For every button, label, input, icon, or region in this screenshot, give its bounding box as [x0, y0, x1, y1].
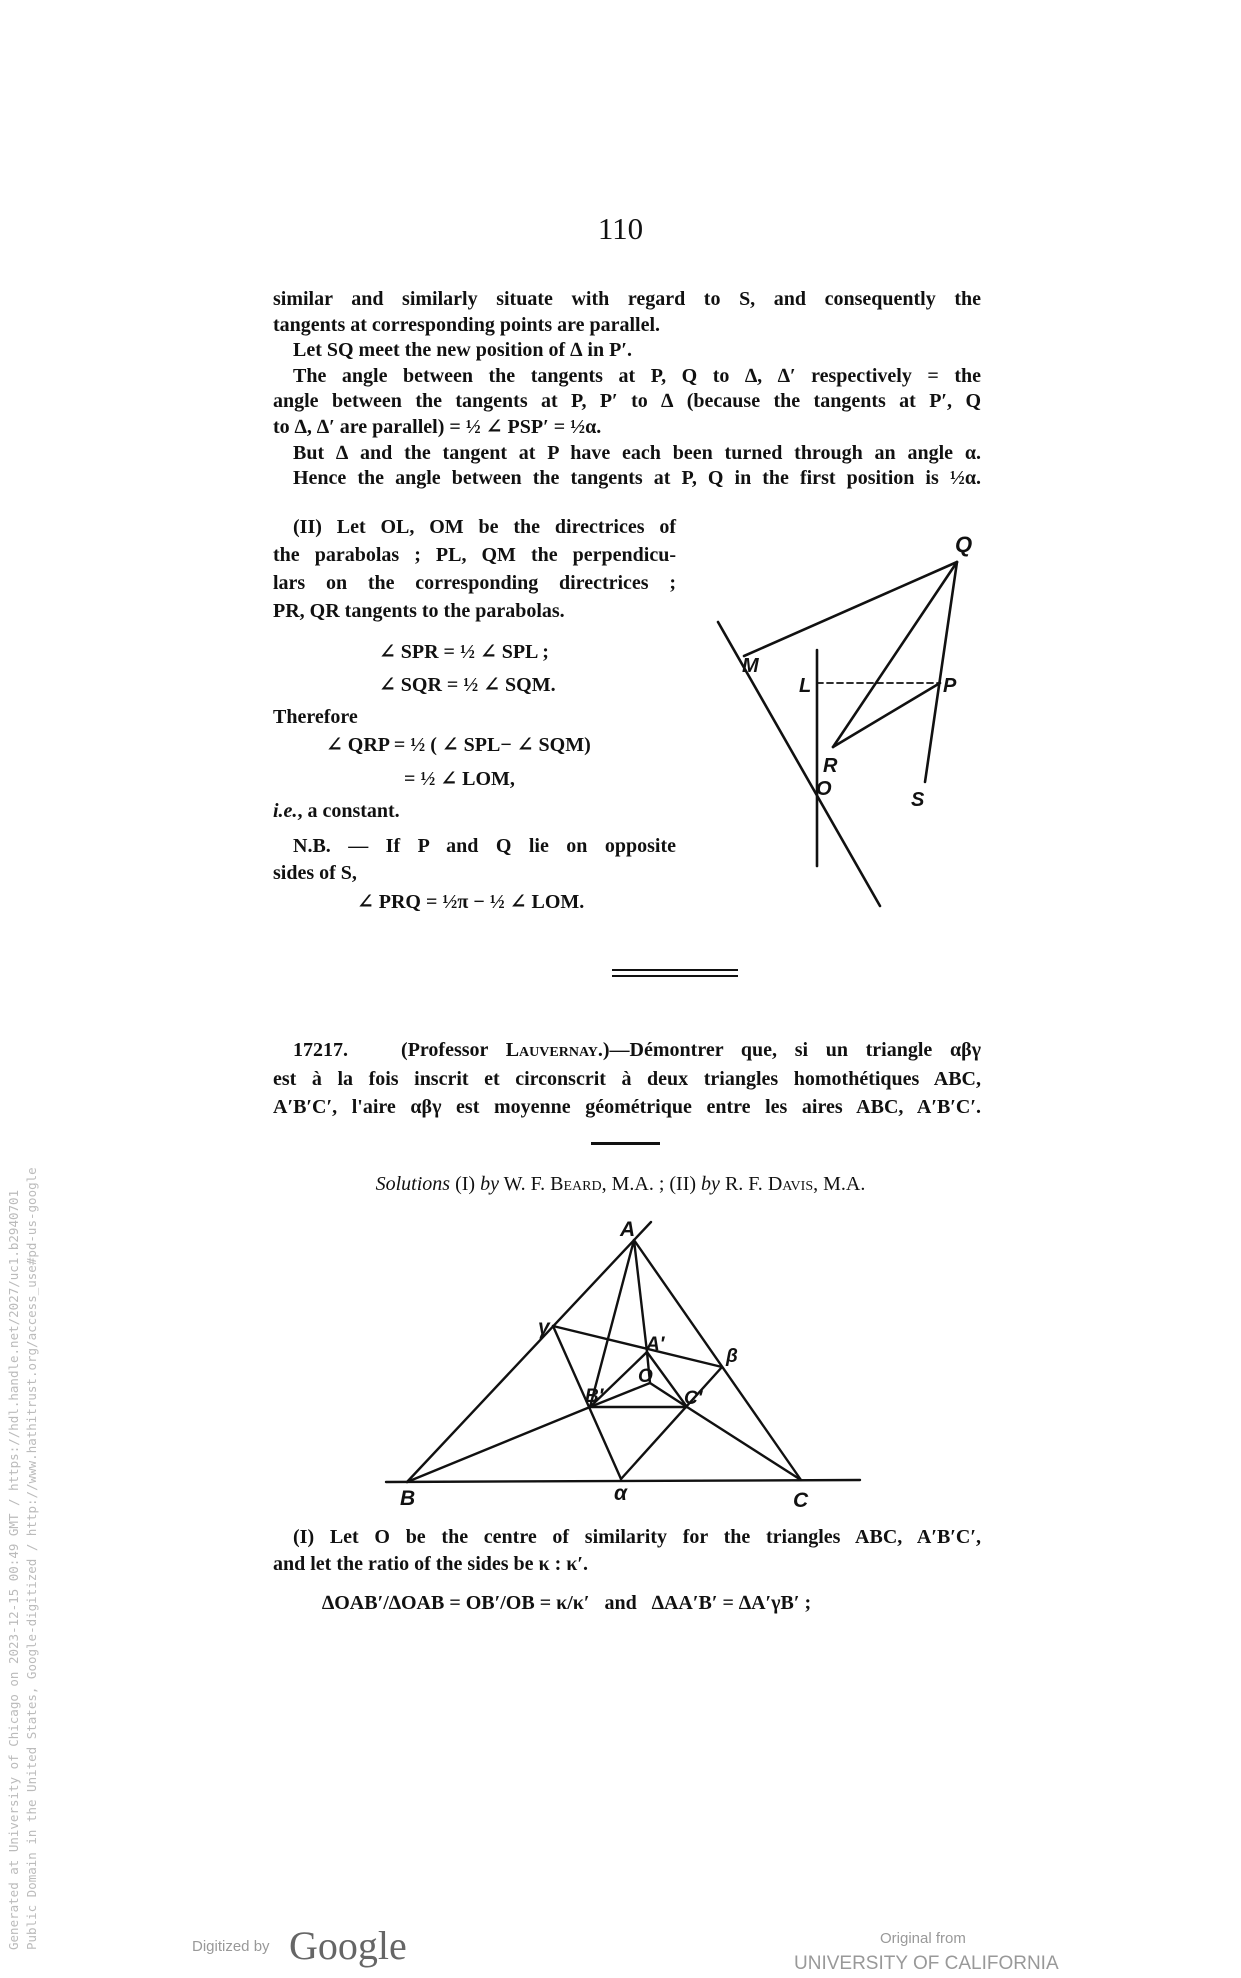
- digitized-by-label: Digitized by: [192, 1938, 270, 1955]
- text-line: (I) Let O be the centre of similarity for the triangles ABC, A′B′C′,: [293, 1526, 981, 1548]
- equation: ∠ PRQ = ½π − ½ ∠ LOM.: [357, 891, 585, 913]
- original-from-label: Original from: [880, 1930, 966, 1947]
- text: .)—Démontrer que, si un triangle αβγ: [597, 1039, 982, 1061]
- label-c: C: [793, 1489, 809, 1512]
- label-b: B: [400, 1487, 416, 1510]
- label-b-prime: B′: [585, 1386, 604, 1407]
- solver-name: Davis: [767, 1173, 814, 1195]
- proposer-name: Lauvernay: [505, 1039, 598, 1061]
- label-a: A: [620, 1218, 636, 1241]
- label-m: M: [742, 655, 759, 677]
- page-number: 110: [597, 211, 644, 246]
- text: by: [701, 1173, 720, 1195]
- text-line: angle between the tangents at P, P′ to ∆ (because the tangents at P′, Q: [273, 390, 981, 412]
- text-line: (II) Let OL, OM be the directrices of: [293, 516, 676, 538]
- text-line: N.B. — If P and Q lie on opposite: [293, 835, 676, 857]
- text: , M.A. ; (II): [601, 1173, 702, 1195]
- text-line: PR, QR tangents to the parabolas.: [273, 600, 565, 622]
- text-line: the parabolas ; PL, QM the perpendicu-: [273, 544, 676, 566]
- text-line: Therefore: [273, 706, 358, 728]
- label-r: R: [823, 755, 838, 777]
- label-o: O: [816, 778, 832, 800]
- label-gamma: γ: [538, 1316, 550, 1339]
- label-beta: β: [726, 1346, 738, 1367]
- text: (Professor: [401, 1039, 506, 1061]
- equation: ∠ QRP = ½ ( ∠ SPL− ∠ SQM): [326, 734, 591, 756]
- watermark-line-2: Public Domain in the United States, Google-digitized / http://www.hathitrust.org/access_use#pd-us-google: [24, 1167, 39, 1950]
- label-alpha: α: [614, 1482, 628, 1505]
- text-line: sides of S,: [273, 862, 357, 884]
- text-line: similar and similarly situate with regard to S, and consequently the: [273, 288, 981, 310]
- text-line: to ∆, ∆′ are parallel) = ½ ∠ PSP′ = ½α.: [273, 416, 602, 438]
- text-line: tangents at corresponding points are parallel.: [273, 314, 661, 336]
- text: W. F.: [498, 1173, 551, 1195]
- text-line: Let SQ meet the new position of ∆ in P′.: [293, 339, 632, 361]
- label-a-prime: A′: [646, 1334, 665, 1355]
- side-ac: [634, 1240, 801, 1480]
- equation: ∠ SPR = ½ ∠ SPL ;: [379, 641, 549, 663]
- line-b-bprime: [407, 1407, 590, 1482]
- side-ab: [407, 1222, 651, 1482]
- text-line: est à la fois inscrit et circonscrit à deux triangles homothétiques ABC,: [273, 1068, 981, 1090]
- line-cprime-c: [687, 1407, 801, 1480]
- text: Solutions: [375, 1173, 451, 1195]
- label-p: P: [943, 675, 957, 697]
- text: R. F.: [719, 1173, 768, 1195]
- text: , a constant.: [297, 800, 400, 822]
- solver-name: Beard: [550, 1173, 602, 1195]
- text: (I): [450, 1173, 481, 1195]
- institution-name: UNIVERSITY OF CALIFORNIA: [794, 1953, 1059, 1974]
- text-line: A′B′C′, l'aire αβγ est moyenne géométrique entre les aires ABC, A′B′C′.: [273, 1096, 981, 1118]
- ie-abbrev: i.e.: [273, 800, 298, 822]
- watermark-line-1: Generated at University of Chicago on 2023-12-15 00:49 GMT / https://hdl.handle.net/2027/uc1.b2940701: [6, 1189, 21, 1950]
- line-aprime-cprime: [647, 1352, 687, 1407]
- label-o: O: [638, 1366, 653, 1387]
- text: by: [480, 1173, 499, 1195]
- text-line: lars on the corresponding directrices ;: [273, 572, 676, 594]
- equation: = ½ ∠ LOM,: [404, 768, 515, 790]
- problem-number: 17217.: [293, 1039, 348, 1061]
- text-line: The angle between the tangents at P, Q to ∆, ∆′ respectively = the: [293, 365, 981, 387]
- equation: ∆OAB′/∆OAB = OB′/OB = κ/κ′ and ∆AA′B′ = ∆A′γB′ ;: [322, 1592, 812, 1614]
- text-line: Hence the angle between the tangents at P, Q in the first position is ½α.: [293, 467, 981, 489]
- google-logo: Google: [289, 1923, 407, 1968]
- label-c-prime: C′: [684, 1388, 703, 1409]
- text-line: But ∆ and the tangent at P have each been turned through an angle α.: [293, 442, 981, 464]
- label-l: L: [799, 675, 812, 697]
- label-q: Q: [955, 532, 973, 557]
- text: , M.A.: [813, 1173, 866, 1195]
- label-s: S: [911, 789, 925, 811]
- line-o-cprime: [650, 1383, 687, 1407]
- text-line: and let the ratio of the sides be κ : κ′.: [273, 1553, 589, 1575]
- equation: ∠ SQR = ½ ∠ SQM.: [379, 674, 556, 696]
